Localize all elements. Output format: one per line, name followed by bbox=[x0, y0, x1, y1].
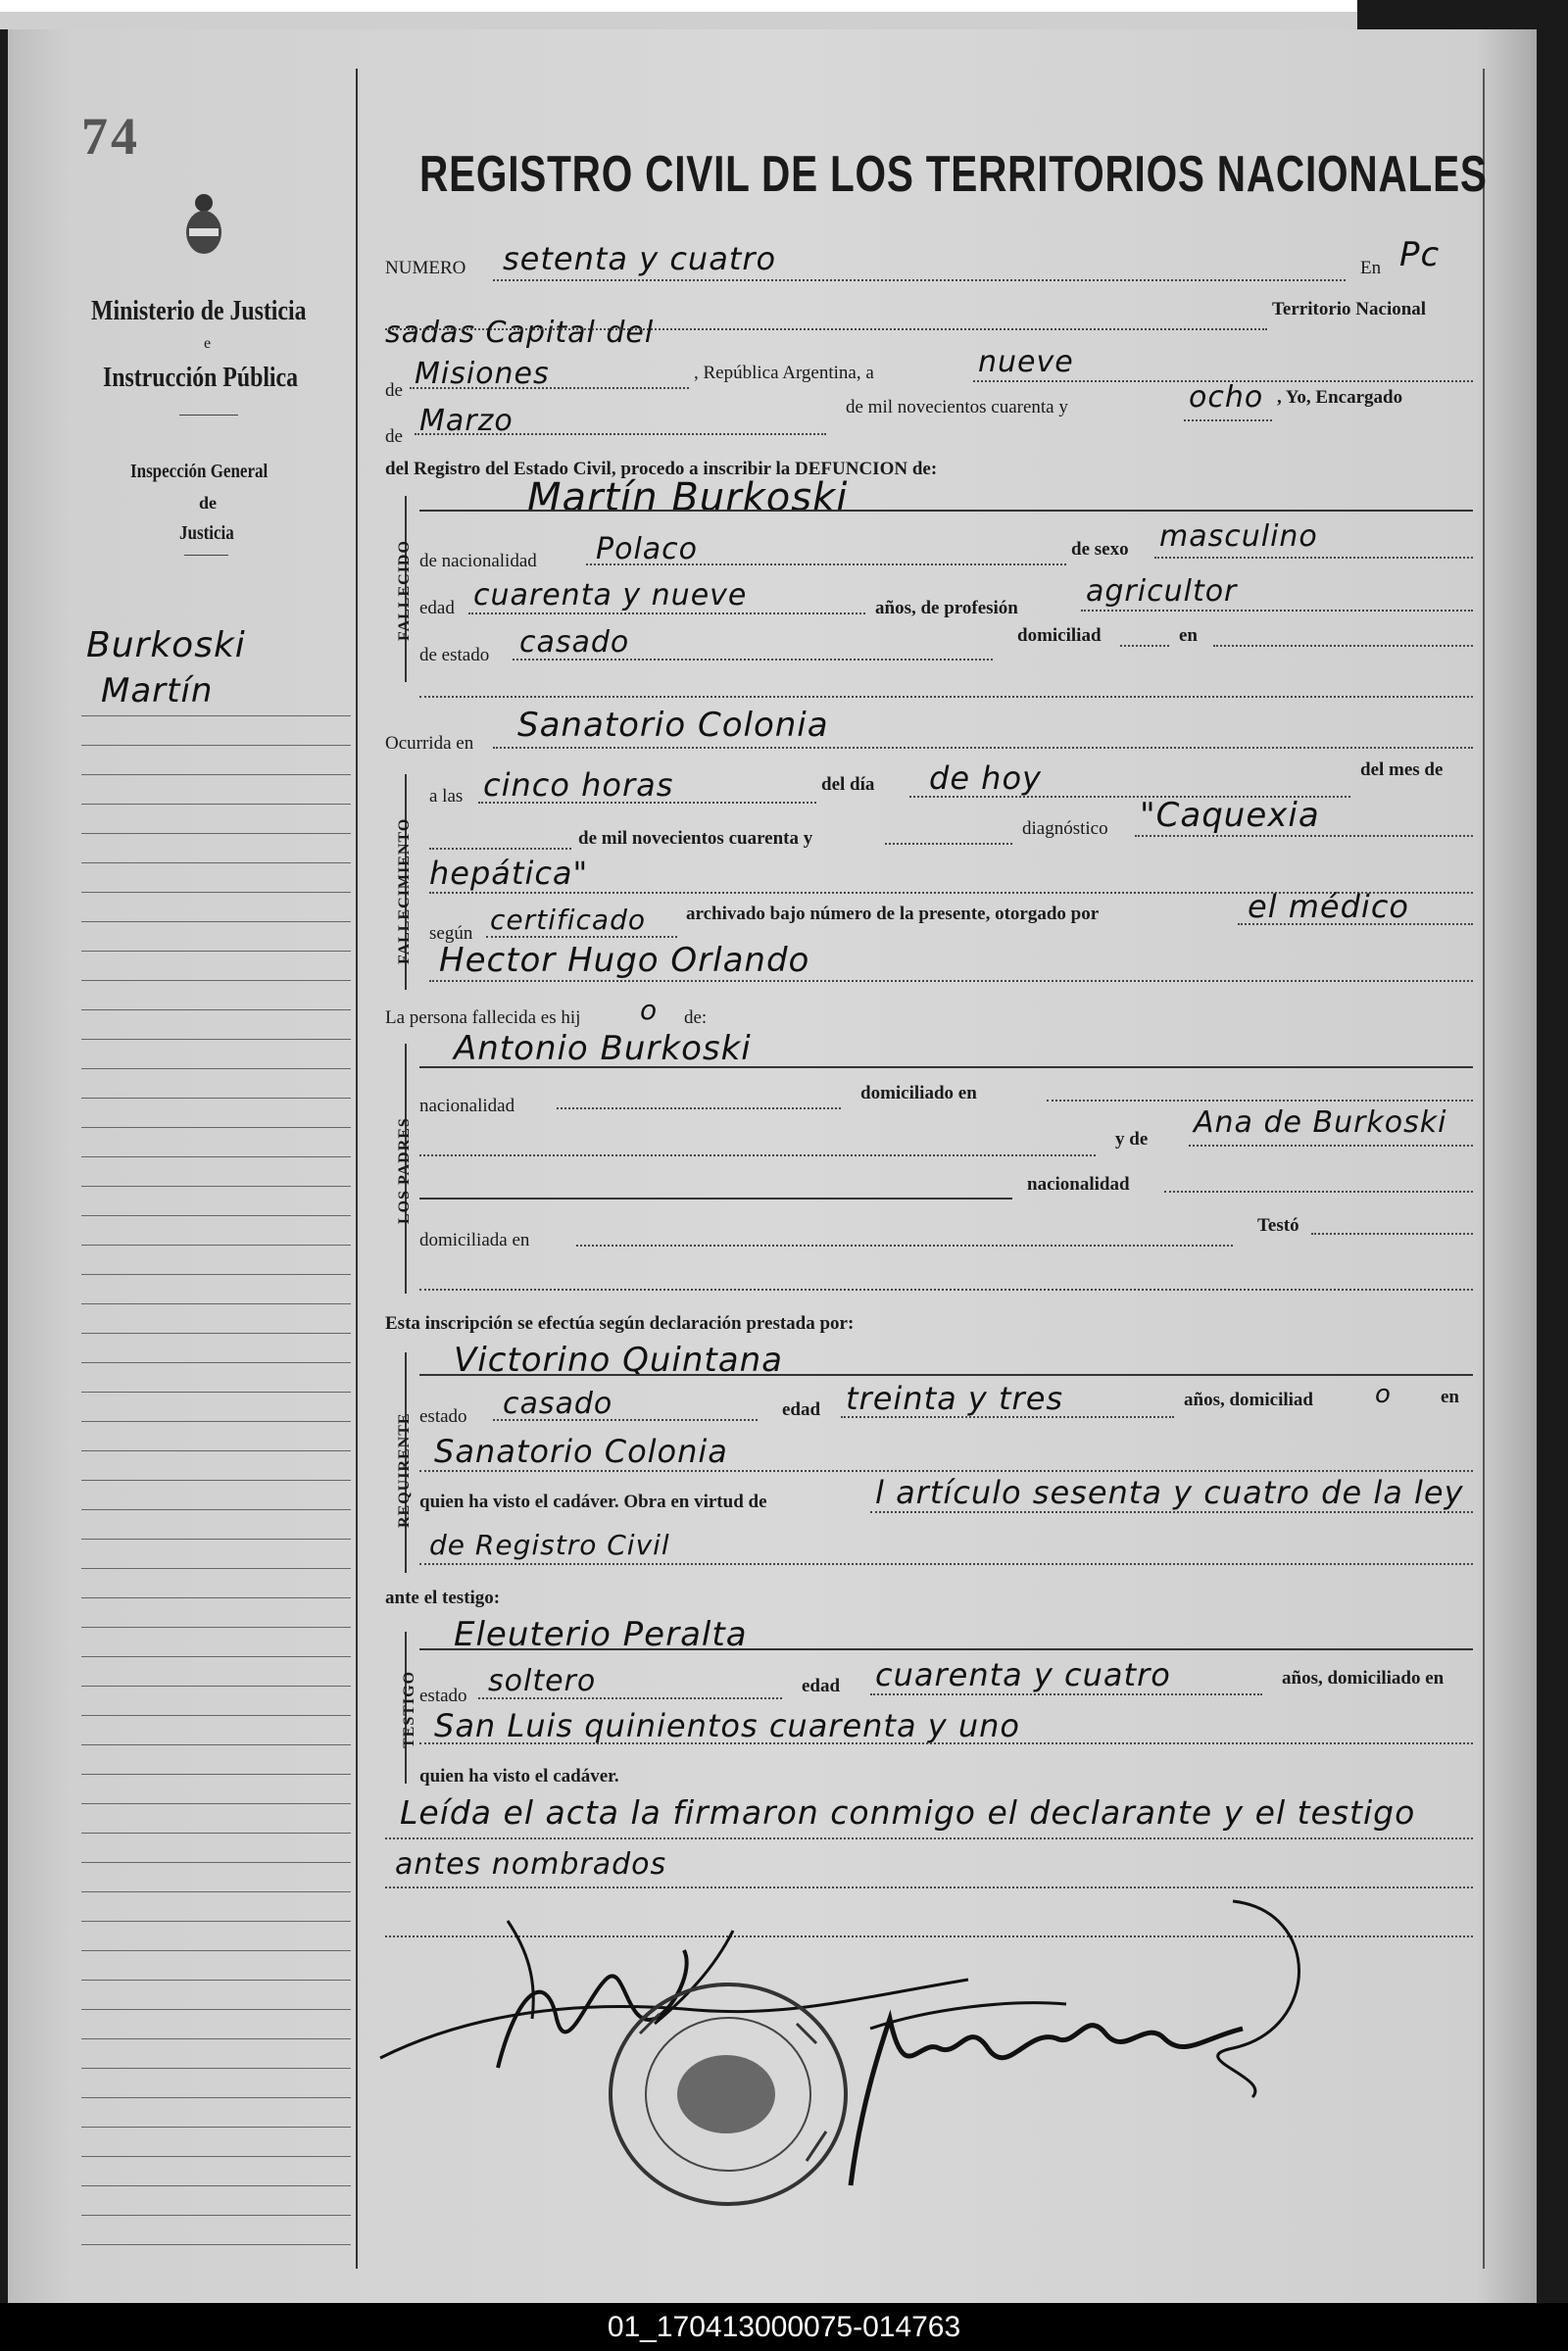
margin-ruled-line bbox=[81, 2127, 351, 2128]
padres-label: LOS PADRES bbox=[396, 1117, 413, 1224]
margin-ruled-line bbox=[81, 804, 351, 805]
de-label-1: de bbox=[385, 380, 403, 401]
fallecimiento-label: FALLECIMIENTO bbox=[396, 817, 413, 964]
closing-line-2: antes nombrados bbox=[395, 1847, 667, 1882]
domicilio-en: en bbox=[1179, 625, 1198, 646]
requirente-en-label: en bbox=[1441, 1387, 1459, 1407]
page-number: 74 bbox=[81, 107, 140, 166]
inspection-line3: Justicia bbox=[179, 522, 234, 544]
margin-ruled-line bbox=[81, 1568, 351, 1569]
margin-ruled-line bbox=[81, 2156, 351, 2157]
margin-ruled-line bbox=[81, 1186, 351, 1187]
a-las-label: a las bbox=[429, 786, 464, 807]
profesion-value: agricultor bbox=[1086, 574, 1238, 609]
margin-ruled-line bbox=[81, 2038, 351, 2039]
margin-ruled-line bbox=[81, 1803, 351, 1804]
dotted-line bbox=[870, 1693, 1262, 1695]
mes-label: del mes de bbox=[1360, 759, 1444, 780]
declaracion-label: Esta inscripción se efectúa según declaración prestada por: bbox=[385, 1313, 855, 1334]
dotted-line bbox=[429, 848, 571, 850]
margin-ruled-line bbox=[81, 1333, 351, 1334]
hijo-suffix: o bbox=[640, 994, 659, 1026]
archivado-label: archivado bajo número de la presente, otorgado por bbox=[686, 904, 1100, 924]
register-page bbox=[8, 29, 1537, 2303]
y-de-label: y de bbox=[1115, 1129, 1149, 1150]
hijo-de-label: de: bbox=[684, 1007, 708, 1028]
margin-ruled-line bbox=[81, 1774, 351, 1775]
requirente-edad-label: edad bbox=[782, 1399, 821, 1420]
dotted-line bbox=[385, 1837, 1473, 1839]
margin-ruled-line bbox=[81, 1303, 351, 1304]
dotted-line bbox=[1047, 1100, 1473, 1102]
edad-label: edad bbox=[419, 598, 455, 618]
margin-ruled-line bbox=[81, 892, 351, 893]
padres-nacionalidad-label: nacionalidad bbox=[419, 1096, 515, 1116]
hour-value: cinco horas bbox=[483, 766, 674, 804]
image-caption: 01_170413000075-014763 bbox=[0, 2303, 1568, 2351]
margin-ruled-line bbox=[81, 1891, 351, 1892]
month-value: Marzo bbox=[419, 404, 514, 438]
margin-ruled-line bbox=[81, 1627, 351, 1628]
hijo-label: La persona fallecida es hij bbox=[385, 1007, 581, 1028]
dotted-line bbox=[586, 563, 1066, 565]
requirente-label: REQUIRENTE bbox=[396, 1412, 413, 1528]
dotted-line bbox=[557, 1107, 841, 1109]
dotted-line bbox=[513, 659, 993, 661]
dotted-line bbox=[419, 1470, 1473, 1472]
numero-value: setenta y cuatro bbox=[503, 240, 777, 277]
signature-encargado bbox=[811, 1891, 1360, 2195]
dotted-line bbox=[419, 1563, 1473, 1565]
dotted-line bbox=[1154, 557, 1473, 559]
dotted-line bbox=[1135, 835, 1473, 837]
sexo-value: masculino bbox=[1159, 519, 1318, 554]
yo-label: , Yo, Encargado bbox=[1277, 387, 1403, 408]
dotted-line bbox=[478, 802, 816, 804]
diagnostico-value: "Caquexia bbox=[1140, 796, 1320, 835]
dia-label: del día bbox=[821, 774, 875, 795]
margin-ruled-line bbox=[81, 1686, 351, 1687]
margin-ruled-line bbox=[81, 862, 351, 863]
margin-ruled-line bbox=[81, 1862, 351, 1863]
de-label-2: de bbox=[385, 426, 403, 447]
margin-ruled-line bbox=[81, 2097, 351, 2098]
ministry-line3: Instrucción Pública bbox=[103, 363, 299, 393]
requirente-virtud-value: l artículo sesenta y cuatro de la ley bbox=[875, 1474, 1464, 1511]
requirente-edad-value: treinta y tres bbox=[846, 1380, 1064, 1417]
margin-ruled-line bbox=[81, 2068, 351, 2069]
margin-ruled-line bbox=[81, 1509, 351, 1510]
margin-ruled-line bbox=[81, 1921, 351, 1922]
en-label: En bbox=[1360, 258, 1382, 278]
margin-ruled-line bbox=[81, 1656, 351, 1657]
margin-ruled-line bbox=[81, 2215, 351, 2216]
testigo-name: Eleuterio Peralta bbox=[454, 1615, 748, 1654]
nacionalidad-value: Polaco bbox=[596, 532, 699, 566]
sexo-label: de sexo bbox=[1071, 539, 1129, 560]
nacionalidad-label: de nacionalidad bbox=[419, 551, 537, 571]
testigo-line bbox=[419, 1648, 1473, 1650]
coat-of-arms-icon bbox=[179, 191, 228, 258]
requirente-name: Victorino Quintana bbox=[454, 1341, 783, 1380]
dotted-line bbox=[870, 1511, 1473, 1513]
margin-ruled-line bbox=[81, 745, 351, 746]
dotted-line bbox=[385, 328, 1267, 330]
en-value: Pc bbox=[1399, 235, 1441, 274]
testigo-visto-label: quien ha visto el cadáver. bbox=[419, 1766, 619, 1787]
requirente-estado-value: casado bbox=[503, 1387, 613, 1421]
margin-ruled-line bbox=[81, 1039, 351, 1040]
ministry-line2: e bbox=[204, 335, 212, 352]
medico-value: el médico bbox=[1248, 888, 1409, 925]
margin-ruled-line bbox=[81, 1480, 351, 1481]
margin-note-line1: Burkoski bbox=[86, 625, 246, 665]
dotted-line bbox=[1081, 610, 1473, 612]
testigo-estado-label: estado bbox=[419, 1686, 467, 1706]
margin-ruled-line bbox=[81, 1156, 351, 1157]
requirente-domicilio-suffix: o bbox=[1375, 1380, 1392, 1409]
dotted-line bbox=[385, 1886, 1473, 1888]
dotted-line bbox=[493, 279, 1346, 281]
territorio-label: Territorio Nacional bbox=[1272, 299, 1427, 319]
day-value: nueve bbox=[978, 345, 1074, 379]
dotted-line bbox=[410, 387, 689, 389]
margin-ruled-line bbox=[81, 1245, 351, 1246]
margin-ruled-line bbox=[81, 1715, 351, 1716]
margin-ruled-line bbox=[81, 1274, 351, 1275]
registro-label: del Registro del Estado Civil, procedo a inscribir la DEFUNCION de: bbox=[385, 459, 938, 479]
profesion-label: años, de profesión bbox=[875, 598, 1018, 618]
dotted-line bbox=[478, 1697, 782, 1699]
mother-name: Ana de Burkoski bbox=[1194, 1105, 1447, 1140]
father-line bbox=[419, 1066, 1473, 1068]
name-line bbox=[419, 510, 1473, 512]
dotted-line bbox=[419, 1154, 1096, 1156]
dotted-line bbox=[419, 1742, 1473, 1744]
dotted-line bbox=[1311, 1233, 1473, 1235]
padres-domiciliado-label: domiciliado en bbox=[860, 1083, 977, 1103]
margin-ruled-line bbox=[81, 2244, 351, 2245]
margin-ruled-line bbox=[81, 715, 351, 716]
numero-label: NUMERO bbox=[385, 258, 466, 278]
margin-ruled-line bbox=[81, 2009, 351, 2010]
dotted-line bbox=[885, 843, 1012, 845]
margin-ruled-line bbox=[81, 1215, 351, 1216]
segun-label: según bbox=[429, 923, 473, 944]
province-value: Misiones bbox=[415, 357, 550, 391]
padres-nacionalidad2-label: nacionalidad bbox=[1027, 1174, 1130, 1195]
inspection-line2: de bbox=[199, 493, 217, 513]
ocurrida-value: Sanatorio Colonia bbox=[517, 706, 829, 745]
place-value: sadas Capital del bbox=[385, 316, 655, 350]
ministry-line1: Ministerio de Justicia bbox=[91, 296, 307, 326]
dotted-line bbox=[419, 696, 1473, 698]
requirente-domicilio-label: años, domiciliad bbox=[1184, 1390, 1313, 1410]
margin-divider bbox=[179, 415, 238, 416]
dotted-line bbox=[576, 1245, 1233, 1247]
dotted-line bbox=[415, 433, 826, 435]
testigo-section-label: TESTIGO bbox=[401, 1670, 417, 1748]
margin-ruled-line bbox=[81, 1539, 351, 1540]
margin-ruled-line bbox=[81, 1009, 351, 1010]
estado-label: de estado bbox=[419, 645, 490, 665]
domiciliada-label: domiciliada en bbox=[419, 1230, 530, 1250]
dotted-line bbox=[419, 1289, 1473, 1291]
mil-label: de mil novecientos cuarenta y bbox=[846, 397, 1068, 417]
inspection-line1: Inspección General bbox=[130, 461, 269, 482]
testigo-address: San Luis quinientos cuarenta y uno bbox=[434, 1707, 1020, 1744]
testigo-domicilio-label: años, domiciliado en bbox=[1282, 1668, 1445, 1689]
top-strip bbox=[0, 0, 1568, 29]
republica-label: , República Argentina, a bbox=[694, 363, 874, 383]
testigo-estado-value: soltero bbox=[488, 1664, 597, 1698]
segun-value: certificado bbox=[490, 904, 646, 936]
dotted-line bbox=[1213, 645, 1473, 647]
domicilio-label: domiciliad bbox=[1017, 625, 1102, 646]
margin-ruled-line bbox=[81, 1950, 351, 1951]
dotted-line bbox=[429, 980, 1473, 982]
testo-label: Testó bbox=[1257, 1215, 1299, 1236]
margin-ruled-line bbox=[81, 1098, 351, 1099]
testigo-edad-label: edad bbox=[802, 1676, 841, 1696]
father-name: Antonio Burkoski bbox=[454, 1029, 752, 1068]
margin-ruled-line bbox=[81, 1362, 351, 1363]
dotted-line bbox=[1189, 1145, 1473, 1147]
dotted-line bbox=[493, 1419, 758, 1421]
testigo-label: ante el testigo: bbox=[385, 1588, 501, 1608]
testigo-edad-value: cuarenta y cuatro bbox=[875, 1656, 1171, 1693]
requirente-address: Sanatorio Colonia bbox=[434, 1433, 728, 1470]
mother-line bbox=[419, 1198, 1012, 1200]
margin-note-line2: Martín bbox=[101, 671, 214, 710]
requirente-line bbox=[419, 1374, 1473, 1376]
margin-ruled-line bbox=[81, 1421, 351, 1422]
requirente-virtud-value-2: de Registro Civil bbox=[429, 1529, 670, 1561]
fallecido-label: FALLECIDO bbox=[396, 540, 413, 641]
margin-ruled-line bbox=[81, 921, 351, 922]
margin-ruled-line bbox=[81, 1833, 351, 1834]
dotted-line bbox=[1238, 923, 1473, 925]
deceased-name: Martín Burkoski bbox=[527, 475, 849, 520]
margin-ruled-line bbox=[81, 1068, 351, 1069]
margin-ruled-line bbox=[81, 833, 351, 834]
margin-ruled-line bbox=[81, 980, 351, 981]
year-value: ocho bbox=[1189, 380, 1264, 415]
requirente-estado-label: estado bbox=[419, 1406, 467, 1427]
dotted-line bbox=[468, 612, 865, 614]
margin-ruled-line bbox=[81, 1980, 351, 1981]
margin-ruled-line bbox=[81, 1392, 351, 1393]
diagnostico-value-2: hepática" bbox=[429, 855, 589, 892]
margin-ruled-line bbox=[81, 774, 351, 775]
margin-ruled-line bbox=[81, 2185, 351, 2186]
fallecimiento-mil-label: de mil novecientos cuarenta y bbox=[578, 828, 813, 849]
dotted-line bbox=[493, 747, 1473, 749]
margin-rule bbox=[356, 69, 358, 2269]
dotted-line bbox=[486, 936, 677, 938]
medico-name: Hector Hugo Orlando bbox=[439, 941, 810, 980]
edad-value: cuarenta y nueve bbox=[473, 578, 748, 612]
requirente-visto-label: quien ha visto el cadáver. Obra en virtud de bbox=[419, 1492, 767, 1512]
margin-ruled-line bbox=[81, 1127, 351, 1128]
dotted-line bbox=[1184, 419, 1272, 421]
dotted-line bbox=[1164, 1191, 1473, 1193]
margin-ruled-line bbox=[81, 1744, 351, 1745]
margin-ruled-line bbox=[81, 1597, 351, 1598]
dotted-line bbox=[841, 1416, 1174, 1418]
margin-ruled-line bbox=[81, 1450, 351, 1451]
ocurrida-label: Ocurrida en bbox=[385, 733, 474, 754]
diagnostico-label: diagnóstico bbox=[1022, 818, 1108, 839]
right-rule bbox=[1483, 69, 1485, 2269]
margin-divider-2 bbox=[184, 555, 228, 556]
dotted-line bbox=[1120, 645, 1169, 647]
estado-value: casado bbox=[519, 625, 630, 660]
dia-value: de hoy bbox=[929, 759, 1042, 797]
closing-line-1: Leída el acta la firmaron conmigo el declarante y el testigo bbox=[400, 1793, 1416, 1832]
page-title: REGISTRO CIVIL DE LOS TERRITORIOS NACIONALES bbox=[419, 146, 1488, 203]
margin-ruled-line bbox=[81, 951, 351, 952]
